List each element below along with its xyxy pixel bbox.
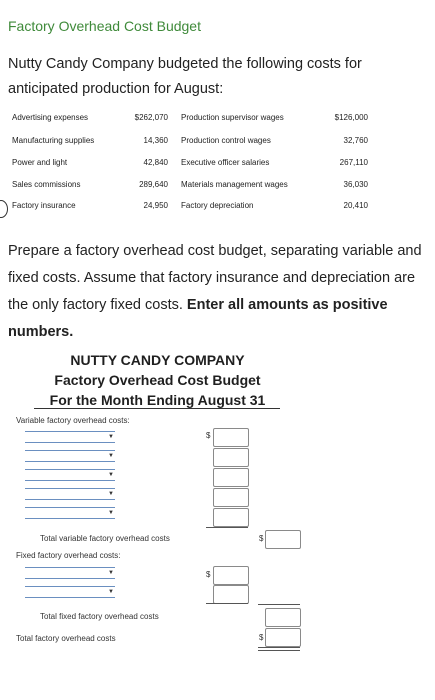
variable-cost-select-2[interactable] <box>25 450 115 462</box>
chevron-down-icon: ▼ <box>108 453 114 459</box>
variable-cost-select-1[interactable] <box>25 431 115 443</box>
cost-amount: 14,360 <box>143 136 168 145</box>
fixed-cost-select-1[interactable] <box>25 567 115 579</box>
subtotal-rule <box>206 603 248 604</box>
fixed-section-label: Fixed factory overhead costs: <box>16 551 121 560</box>
cost-label: Power and light <box>12 158 68 167</box>
variable-amount-input-4[interactable] <box>213 488 249 507</box>
subtotal-rule <box>206 527 248 528</box>
subtotal-rule <box>258 604 300 605</box>
instructions-bold: Enter all amounts as positive numbers. <box>8 297 388 340</box>
cost-label: Production control wages <box>181 136 271 145</box>
cost-label: Manufacturing supplies <box>12 136 95 145</box>
variable-cost-select-5[interactable] <box>25 507 115 519</box>
variable-amount-input-2[interactable] <box>213 448 249 467</box>
budget-period: For the Month Ending August 31 <box>49 392 266 408</box>
total-fixed-label: Total fixed factory overhead costs <box>40 612 159 621</box>
fixed-cost-select-2[interactable] <box>25 586 115 598</box>
total-variable-label: Total variable factory overhead costs <box>40 534 170 543</box>
variable-amount-input-3[interactable] <box>213 468 249 487</box>
variable-amount-input-5[interactable] <box>213 508 249 527</box>
currency-symbol: $ <box>206 431 211 440</box>
cost-amount: 36,030 <box>343 180 368 189</box>
cost-amount: 24,950 <box>143 201 168 210</box>
instructions-text: Prepare a factory overhead cost budget, separating variable and fixed costs. Assume that factory insurance and depreciation are the only factory fixed costs. <box>8 243 422 313</box>
problem-intro: Nutty Candy Company budgeted the following costs for anticipated production for August: <box>8 56 362 97</box>
scroll-edge-marker <box>0 200 8 218</box>
currency-symbol: $ <box>259 633 264 642</box>
variable-section-label: Variable factory overhead costs: <box>16 416 130 425</box>
header-divider <box>34 408 280 409</box>
cost-amount: $262,070 <box>134 113 168 122</box>
chevron-down-icon: ▼ <box>108 570 114 576</box>
chevron-down-icon: ▼ <box>108 434 114 440</box>
total-rule <box>258 647 300 648</box>
variable-cost-select-4[interactable] <box>25 488 115 500</box>
cost-amount: $126,000 <box>334 113 368 122</box>
cost-label: Factory depreciation <box>181 201 254 210</box>
total-variable-input[interactable] <box>265 530 301 549</box>
problem-title: Factory Overhead Cost Budget <box>8 18 201 34</box>
cost-label: Executive officer salaries <box>181 158 270 167</box>
cost-amount: 267,110 <box>339 158 368 167</box>
cost-label: Sales commissions <box>12 180 81 189</box>
cost-amount: 32,760 <box>343 136 368 145</box>
total-overhead-input[interactable] <box>265 628 301 647</box>
chevron-down-icon: ▼ <box>108 589 114 595</box>
cost-label: Materials management wages <box>181 180 288 189</box>
variable-amount-input-1[interactable] <box>213 428 249 447</box>
cost-label: Advertising expenses <box>12 113 89 122</box>
chevron-down-icon: ▼ <box>108 510 114 516</box>
budget-name: Factory Overhead Cost Budget <box>54 372 261 388</box>
total-fixed-input[interactable] <box>265 608 301 627</box>
currency-symbol: $ <box>206 570 211 579</box>
cost-label: Production supervisor wages <box>181 113 284 122</box>
cost-amount: 20,410 <box>343 201 368 210</box>
total-overhead-label: Total factory overhead costs <box>16 634 116 643</box>
fixed-amount-input-2[interactable] <box>213 585 249 604</box>
currency-symbol: $ <box>259 534 264 543</box>
budget-company: NUTTY CANDY COMPANY <box>70 352 245 368</box>
fixed-amount-input-1[interactable] <box>213 566 249 585</box>
variable-cost-select-3[interactable] <box>25 469 115 481</box>
total-double-rule <box>258 650 300 651</box>
cost-label: Factory insurance <box>12 201 76 210</box>
chevron-down-icon: ▼ <box>108 491 114 497</box>
cost-amount: 289,640 <box>139 180 168 189</box>
cost-amount: 42,840 <box>143 158 168 167</box>
instructions <box>8 238 428 346</box>
chevron-down-icon: ▼ <box>108 472 114 478</box>
